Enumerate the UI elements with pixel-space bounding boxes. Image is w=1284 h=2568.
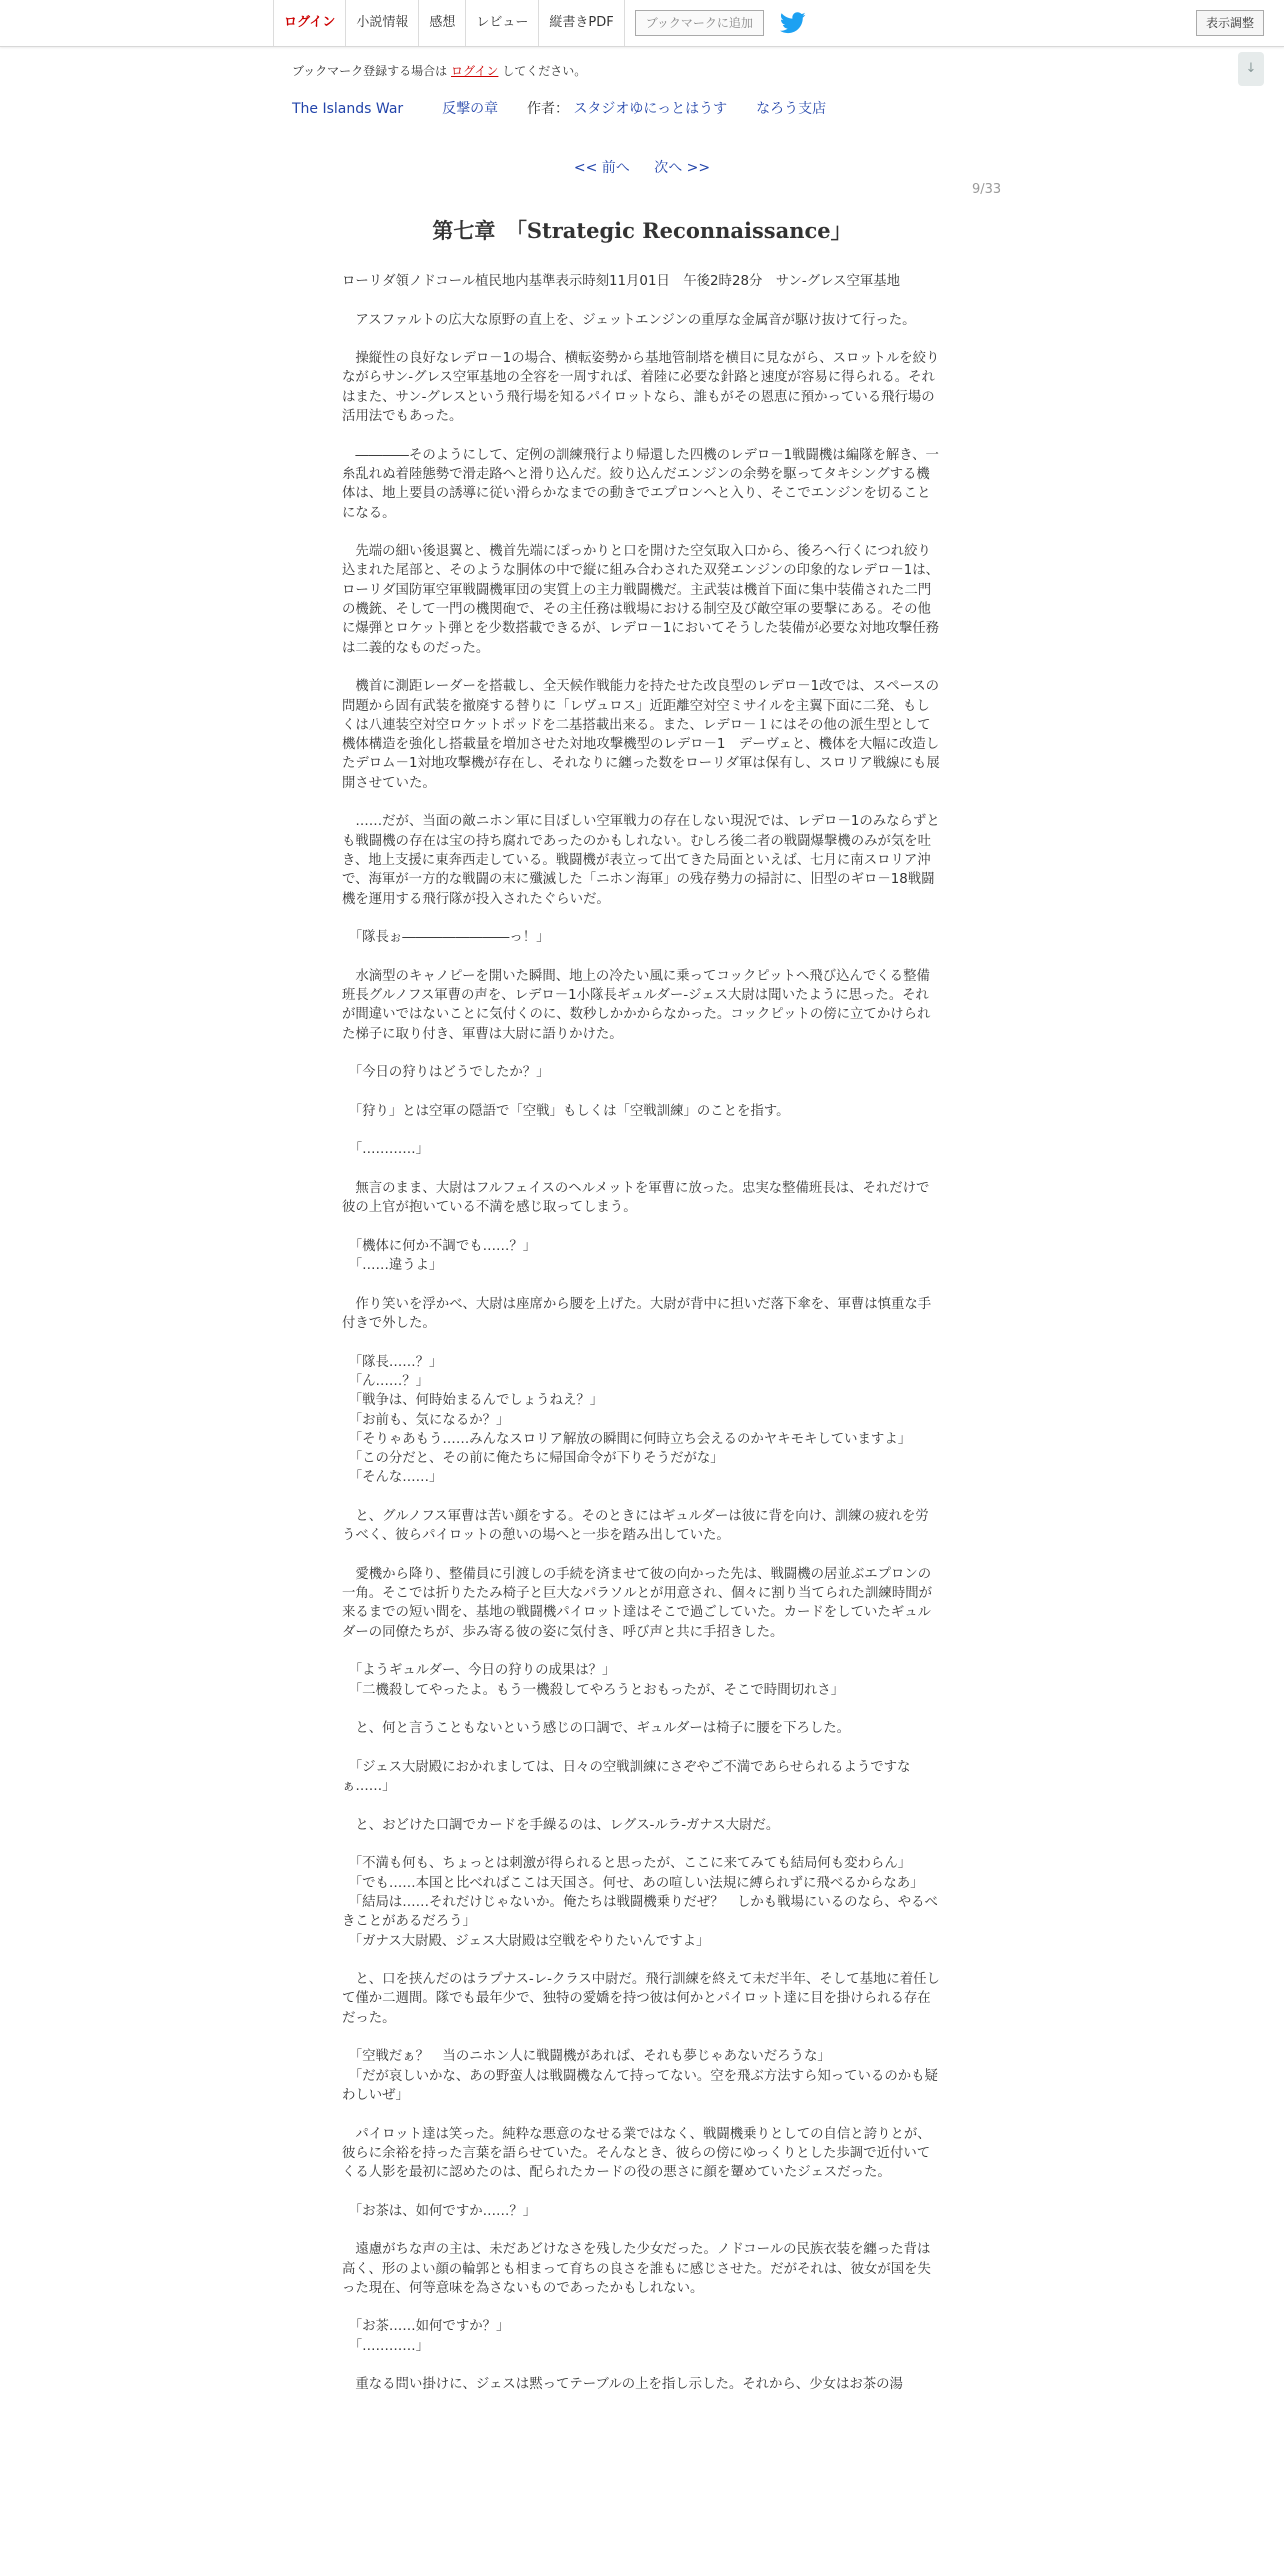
login-note <box>292 62 586 79</box>
blank-line <box>342 2028 942 2047</box>
page-count: 9/33 <box>972 182 1002 197</box>
blank-line <box>342 2356 942 2375</box>
body-paragraph: 操縦性の良好なレデロ－1の場合、横転姿勢から基地管制塔を横目に見ながら、スロットルを絞りながらサン-グレス空軍基地の全容を一周すれば、着陸に必要な針路と速度が容易に得られる。それはまた、サン-グレスという飛行場を知るパイロットなら、誰もがその恩恵に預かっている飛行場の活用法でもあった。 <box>342 351 940 425</box>
blank-line <box>342 523 942 542</box>
blank-line <box>342 947 942 966</box>
body-paragraph: 「空戦だぁ？ 当のニホン人に戦闘機があれば、それも夢じゃあないだろうな」 <box>342 2049 831 2065</box>
body-paragraph: と、口を挟んだのはラプナス-レ-クラス中尉だ。飛行訓練を終えて未だ半年、そして基地に着任して僅か二週間。隊でも最年少で、独特の愛嬌を持つ彼は何かとパイロット達に目を掛けられる存在だった。 <box>342 1972 940 2026</box>
body-paragraph: 愛機から降り、整備員に引渡しの手続を済ませて彼の向かった先は、戦闘機の居並ぶエプロンの一角。そこでは折りたたみ椅子と巨大なパラソルとが用意され、個々に割り当てられた訓練時間が来るまでの短い間を、基地の戦闘機パイロット達はそこで過ごしていた。カードをしていたギュルダーの同僚たちが、歩み寄る彼の姿に気付き、呼び声と共に手招きした。 <box>342 1566 932 1640</box>
display-settings-button[interactable]: 表示調整 <box>1196 10 1264 36</box>
body-paragraph: 無言のまま、大尉はフルフェイスのヘルメットを軍曹に放った。忠実な整備班長は、それだけで彼の上官が抱いている不満を感じ取ってしまう。 <box>342 1180 930 1216</box>
body-paragraph: 「……違うよ」 <box>342 1258 443 1274</box>
body-paragraph: ――――そのようにして、定例の訓練飛行より帰還した四機のレデロ－1戦闘機は編隊を解き、一糸乱れぬ着陸態勢で滑走路へと滑り込んだ。絞り込んだエンジンの余勢を駆ってタキシングする機体は、地上要員の誘導に従い滑らかなまでの動きでエプロンへと入り、そこでエンジンを切ることになる。 <box>342 447 939 521</box>
nav-login[interactable]: ログイン <box>273 0 346 46</box>
body-paragraph: 「お茶……如何ですか？」 <box>342 2319 510 2335</box>
blank-line <box>342 330 942 349</box>
novel-body <box>342 272 942 2395</box>
top-navigation-bar <box>0 0 1284 47</box>
blank-line <box>342 1546 942 1565</box>
twitter-bird-icon[interactable] <box>780 12 806 34</box>
body-paragraph: と、おどけた口調でカードを手繰るのは、レグス-ルラ-ガナス大尉だ。 <box>342 1817 780 1833</box>
blank-line <box>342 909 942 928</box>
body-paragraph: パイロット達は笑った。純粋な悪意のなせる業ではなく、戦闘機乗りとしての自信と誇りとが、彼らに余裕を持った言葉を語らせていた。そんなとき、彼らの傍にゆっくりとした歩調で近付いてくる人影を最初に認めたのは、配られたカードの役の悪さに顔を顰めていたジェスだった。 <box>342 2126 931 2181</box>
scroll-down-arrow-icon[interactable]: ↓ <box>1238 52 1264 86</box>
prev-page-link[interactable]: << 前へ <box>573 160 630 176</box>
blank-line <box>342 2182 942 2201</box>
body-paragraph: 水滴型のキャノピーを開いた瞬間、地上の冷たい風に乗ってコックピットへ飛び込んでくる整備班長グルノフス軍曹の声を、レデロ－1小隊長ギュルダー-ジェス大尉は聞いたように思った。それが間違いではないことに気付くのに、数秒しかかからなかった。コックピットの傍に立てかけられた梯子に取り付き、軍曹は大尉に語りかけた。 <box>342 968 931 1042</box>
blank-line <box>342 1739 942 1758</box>
body-paragraph: 重なる問い掛けに、ジェスは黙ってテーブルの上を指し示した。それから、少女はお茶の湯 <box>342 2377 903 2393</box>
blank-line <box>342 1835 942 1854</box>
nav-review[interactable]: レビュー <box>466 0 539 46</box>
series-info <box>292 98 826 118</box>
chapter-group-link[interactable]: 反撃の章 <box>442 101 499 117</box>
body-paragraph: 「そりゃあもう……みんなスロリア解放の瞬間に何時立ち会えるのかヤキモキしていますよ」 <box>342 1431 912 1447</box>
blank-line <box>342 426 942 445</box>
blank-line <box>342 1121 942 1140</box>
body-paragraph: 機首に測距レーダーを搭載し、全天候作戦能力を持たせた改良型のレデロ－1改では、スペースの問題から固有武装を撤廃する替りに「レヴュロス」近距離空対空ミサイルを主翼下面に二発、もしくは八連装空対空ロケットポッドを二基搭載出来る。また、レデロ－１にはその他の派生型として機体構造を強化し搭載量を増加させた対地攻撃機型のレデロ－1 デーヴェと、機体を大幅に改造したデロム－1対地攻撃機が存在し、それなりに纏った数をローリダ軍は保有し、スロリア戦線にも展開させていた。 <box>342 679 940 791</box>
blank-line <box>342 1796 942 1815</box>
body-paragraph: 遠慮がちな声の主は、未だあどけなさを残した少女だった。ノドコールの民族衣装を纏った背は高く、形のよい顔の輪郭とも相まって育ちの良さを誰もに感じさせた。だがそれは、彼女が国を失った現在、何等意味を為さないものであったかもしれない。 <box>342 2242 931 2296</box>
body-paragraph: 「ようギュルダー、今日の狩りの成果は？」 <box>342 1663 616 1679</box>
author-label: 作者： <box>526 101 569 117</box>
blank-line <box>342 291 942 310</box>
body-paragraph: ……だが、当面の敵ニホン軍に目ぼしい空軍戦力の存在しない現況では、レデロ－1のみならずとも戦闘機の存在は宝の持ち腐れであったのかもしれない。むしろ後二者の戦闘爆撃機のみが気を吐き、地上支援に東奔西走している。戦闘機が表立って出てきた局面といえば、七月に南スロリア沖で、海軍が一方的な戦闘の末に殲滅した「ニホン海軍」の残存勢力の掃討に、旧型のギロ－18戦闘機を運用する飛行隊が投入されたぐらいだ。 <box>342 814 940 907</box>
blank-line <box>342 1275 942 1294</box>
author-branch-link[interactable]: なろう支店 <box>756 101 827 117</box>
blank-line <box>342 1951 942 1970</box>
blank-line <box>342 1160 942 1179</box>
body-paragraph: 「だが哀しいかな、あの野蛮人は戦闘機なんて持ってない。空を飛ぶ方法すら知っているのかも疑わしいぜ」 <box>342 2068 938 2103</box>
body-paragraph: 「お前も、気になるか？」 <box>342 1412 510 1428</box>
body-paragraph: 「二機殺してやったよ。もう一機殺してやろうとおもったが、そこで時間切れさ」 <box>342 1682 845 1698</box>
body-paragraph: 「結局は……それだけじゃないか。俺たちは戦闘機乗りだぜ？ しかも戦場にいるのなら、やるべきことがあるだろう」 <box>342 1894 938 1930</box>
body-paragraph: 「…………」 <box>342 2338 430 2354</box>
blank-line <box>342 1642 942 1661</box>
body-paragraph: と、何と言うこともないという感じの口調で、ギュルダーは椅子に腰を下ろした。 <box>342 1721 851 1737</box>
blank-line <box>342 1082 942 1101</box>
body-paragraph: 「不満も何も、ちょっとは刺激が得られると思ったが、ここに来てみても結局何も変わらん」 <box>342 1856 912 1872</box>
body-paragraph: 「隊長……？」 <box>342 1354 443 1370</box>
author-link[interactable]: スタジオゆにっとはうす <box>573 101 728 117</box>
login-note-after: してください。 <box>502 64 587 78</box>
page-navigation <box>0 157 1284 177</box>
blank-line <box>342 658 942 677</box>
blank-line <box>342 1333 942 1352</box>
body-paragraph: 「狩り」とは空軍の隠語で「空戦」もしくは「空戦訓練」のことを指す。 <box>342 1103 790 1119</box>
nav-vertical-pdf[interactable]: 縦書きPDF <box>539 0 624 46</box>
body-paragraph: アスファルトの広大な原野の直上を、ジェットエンジンの重厚な金属音が駆け抜けて行った。 <box>342 312 916 328</box>
body-paragraph: 「そんな……」 <box>342 1470 443 1486</box>
blank-line <box>342 2221 942 2240</box>
body-paragraph: 「でも……本国と比べればここは天国さ。何せ、あの喧しい法規に縛られずに飛べるからなあ」 <box>342 1875 924 1891</box>
add-bookmark-button[interactable]: ブックマークに追加 <box>635 10 764 36</box>
body-paragraph: 「今日の狩りはどうでしたか？」 <box>342 1065 550 1081</box>
nav-impressions[interactable]: 感想 <box>419 0 466 46</box>
series-title-link[interactable]: The Islands War <box>292 101 404 117</box>
blank-line <box>342 1488 942 1507</box>
login-note-before: ブックマーク登録する場合は <box>292 64 448 78</box>
blank-line <box>342 1218 942 1237</box>
blank-line <box>342 1044 942 1063</box>
blank-line <box>342 2105 942 2124</box>
login-note-link[interactable]: ログイン <box>451 64 499 78</box>
body-paragraph: 「ガナス大尉殿、ジェス大尉殿は空戦をやりたいんですよ」 <box>342 1933 710 1949</box>
nav-novel-info[interactable]: 小説情報 <box>346 0 419 46</box>
body-paragraph: ローリダ領ノドコール植民地内基準表示時刻11月01日 午後2時28分 サン-グレス空軍基地 <box>342 274 901 289</box>
body-paragraph: 「隊長ぉ――――――――っ！」 <box>342 930 550 946</box>
body-paragraph: 「ん……？」 <box>342 1373 430 1389</box>
body-paragraph: 「…………」 <box>342 1142 430 1158</box>
body-paragraph: 「この分だと、その前に俺たちに帰国命令が下りそうだがな」 <box>342 1451 724 1467</box>
body-paragraph: 先端の細い後退翼と、機首先端にぽっかりと口を開けた空気取入口から、後ろへ行くにつれ絞り込まれた尾部と、そのような胴体の中で縦に組み合わされた双発エンジンの印象的なレデロ－1は、ローリダ国防軍空軍戦闘機軍団の実質上の主力戦闘機だ。主武装は機首下面に集中装備された二門の機銃、そして一門の機関砲で、その主任務は戦場における制空及び敵空軍の要撃にある。その他に爆弾とロケット弾とを少数搭載できるが、レデロ－1においてそうした装備が必要な対地攻撃任務は二義的なものだった。 <box>342 544 940 656</box>
body-paragraph: 「お茶は、如何ですか……？」 <box>342 2203 537 2219</box>
chapter-title: 第七章 「Strategic Reconnaissance」 <box>432 218 852 243</box>
blank-line <box>342 793 942 812</box>
body-paragraph: 「ジェス大尉殿におかれましては、日々の空戦訓練にさぞやご不満であらせられるようですなぁ……」 <box>342 1759 911 1795</box>
main-nav <box>273 0 806 46</box>
body-paragraph: と、グルノフス軍曹は苦い顔をする。そのときにはギュルダーは彼に背を向け、訓練の疲れを労うべく、彼らパイロットの憩いの場へと一歩を踏み出していた。 <box>342 1509 929 1544</box>
body-paragraph: 「機体に何か不調でも……？」 <box>342 1238 537 1254</box>
blank-line <box>342 1700 942 1719</box>
next-page-link[interactable]: 次へ >> <box>654 160 711 176</box>
blank-line <box>342 2298 942 2317</box>
body-paragraph: 作り笑いを浮かべ、大尉は座席から腰を上げた。大尉が背中に担いだ落下傘を、軍曹は慎重な手付きで外した。 <box>342 1296 932 1332</box>
body-paragraph: 「戦争は、何時始まるんでしょうねえ？」 <box>342 1393 604 1409</box>
